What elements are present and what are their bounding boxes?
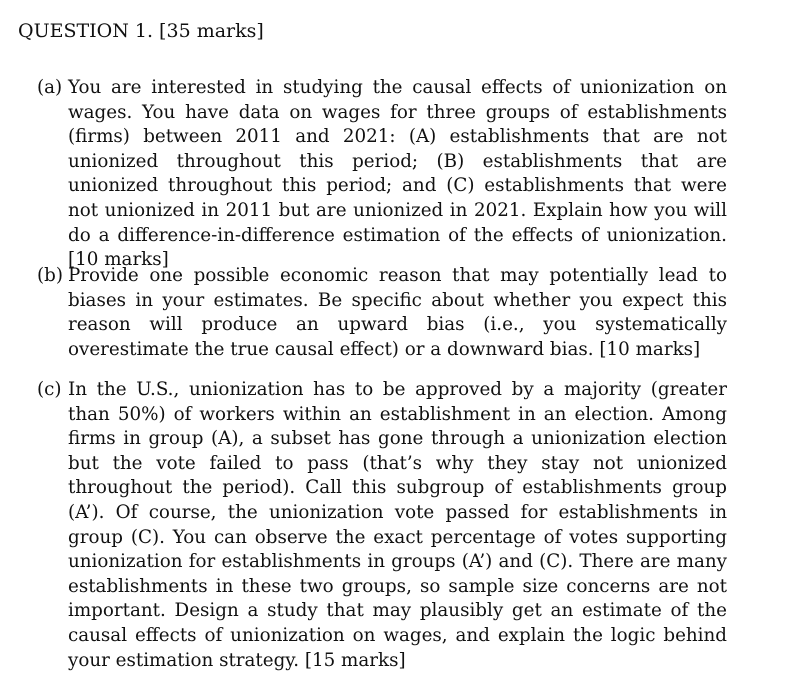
question-part-c [37, 378, 727, 673]
part-a-label: (a) [37, 77, 63, 98]
question-part-a [37, 76, 727, 273]
question-heading: QUESTION 1. [35 marks] [18, 20, 264, 42]
part-c-label: (c) [37, 379, 62, 400]
part-b-label: (b) [37, 265, 63, 286]
part-b-text: Provide one possible economic reason that may potentially lead to biases in your estimates. Be specific about whether you expect this reason will produce an upward bias (i.e., you systematically overestimate the true causal effect) or a downward bias. [10 marks] [68, 265, 727, 360]
question-part-b [37, 264, 727, 362]
part-a-text: You are interested in studying the causal effects of unionization on wages. You have data on wages for three groups of establishments (firms) between 2011 and 2021: (A) establishments that are not unionized throughout this period; (B) establishments that are unionized throughout this period; and (C) establishments that were not unionized in 2011 but are unionized in 2021. Explain how you will do a difference-in-difference estimation of the effects of unionization. [10 marks] [68, 77, 727, 271]
part-c-text: In the U.S., unionization has to be approved by a majority (greater than 50%) of workers within an establishment in an election. Among firms in group (A), a subset has gone through a unionization election but the vote failed to pass (that’s why they stay not unionized throughout the period). Call this subgroup of establishments group (A’). Of course, the unionization vote passed for establishments in group (C). You can observe the exact percentage of votes supporting unionization for establishments in groups (A’) and (C). There are many establishments in these two groups, so sample size concerns are not important. Design a study that may plausibly get an estimate of the causal effects of unionization on wages, and explain the logic behind your estimation strategy. [15 marks] [68, 379, 727, 671]
